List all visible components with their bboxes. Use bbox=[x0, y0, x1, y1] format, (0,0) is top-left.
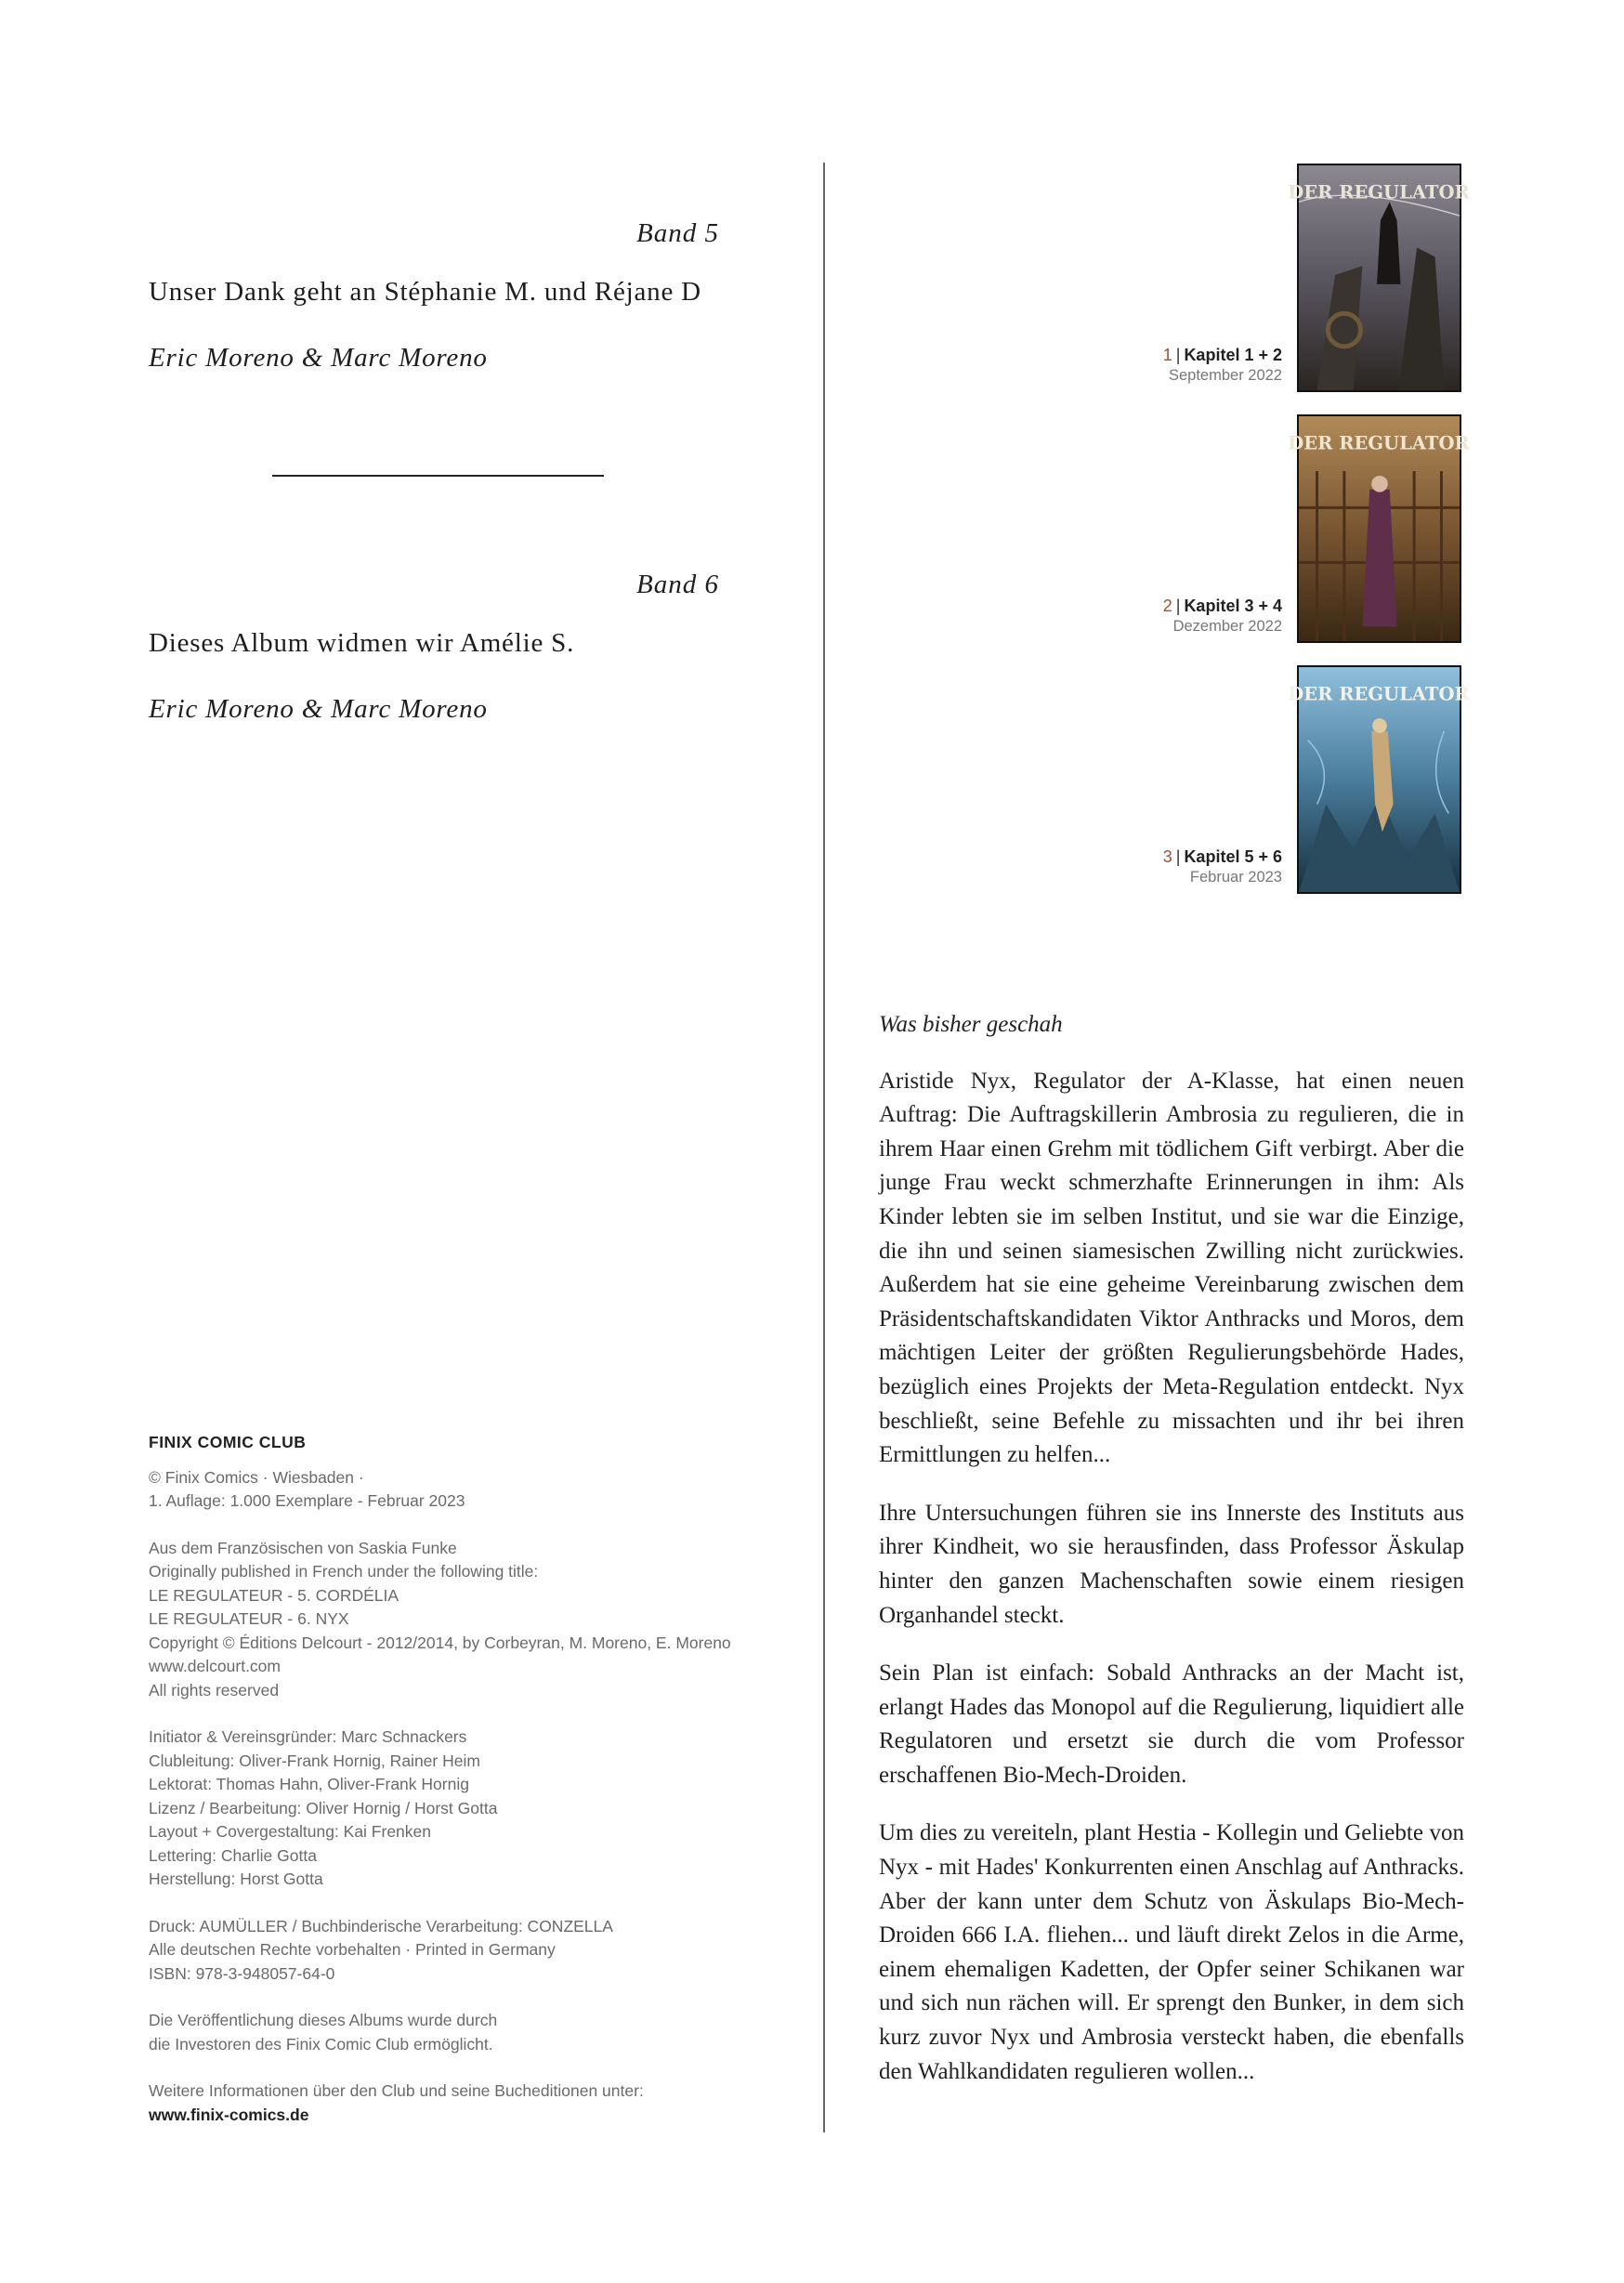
volume-1-cover[interactable] bbox=[1288, 164, 1470, 392]
imprint-line: 1. Auflage: 1.000 Exemplare - Februar 2023 bbox=[149, 1491, 465, 1510]
imprint-line: All rights reserved bbox=[149, 1680, 280, 1699]
imprint-line: Initiator & Vereinsgründer: Marc Schnackers bbox=[149, 1727, 467, 1746]
imprint-line: www.delcourt.com bbox=[149, 1657, 281, 1675]
story-paragraph: Um dies zu vereiteln, plant Hestia - Kollegin und Geliebte von Nyx - mit Hades' Konkurrenten einen Anschlag auf Anthracks. Aber der kann unter dem Schutz von Äskulaps Bio-Mech-Droiden 666 I.A. fliehen... und läuft direkt Zelos in die Arme, einem ehemaligen Kadetten, der Opfer seiner Schikanen war und sich nun rächen will. Er sprengt den Bunker, in dem sich kurz zuvor Nyx und Ambrosia versteckt haben, die ebenfalls den Wahlkandidaten regulieren wollen... bbox=[879, 1820, 1464, 2084]
story-paragraph: Ihre Untersuchungen führen sie ins Innerste des Instituts aus ihrer Kindheit, wo sie herausfinden, dass Professor Äskulap hinter den ganzen Machenschaften sowie einem riesigen Organhandel steckt. bbox=[879, 1500, 1464, 1628]
volume-number: 1 bbox=[1162, 346, 1172, 364]
imprint-line: Copyright © Éditions Delcourt - 2012/2014, by Corbeyran, M. Moreno, E. Moreno bbox=[149, 1633, 731, 1652]
imprint-line: Lettering: Charlie Gotta bbox=[149, 1845, 317, 1865]
cover-title: DER REGULATOR bbox=[1288, 683, 1470, 705]
imprint-line: Layout + Covergestaltung: Kai Frenken bbox=[149, 1822, 432, 1841]
imprint-line: Clubleitung: Oliver-Frank Hornig, Rainer Heim bbox=[149, 1751, 480, 1770]
cover-art bbox=[1288, 416, 1470, 641]
imprint-line: Lektorat: Thomas Hahn, Oliver-Frank Hornig bbox=[149, 1775, 469, 1793]
band6-label: Band 6 bbox=[636, 570, 719, 599]
volume-date: Februar 2023 bbox=[1189, 869, 1282, 886]
imprint-line: Die Veröffentlichung dieses Albums wurde durch bbox=[149, 2011, 498, 2029]
volume-chapters: Kapitel 3 + 4 bbox=[1184, 597, 1282, 615]
imprint-block-4 bbox=[149, 1915, 799, 1987]
imprint-line: Aus dem Französischen von Saskia Funke bbox=[149, 1538, 457, 1557]
imprint-block-3 bbox=[149, 1725, 799, 1892]
imprint-line: die Investoren des Finix Comic Club ermöglicht. bbox=[149, 2034, 493, 2053]
imprint-line: Herstellung: Horst Gotta bbox=[149, 1870, 323, 1888]
imprint-club: FINIX COMIC CLUB bbox=[149, 1433, 307, 1451]
cover-title: DER REGULATOR bbox=[1288, 432, 1470, 454]
cover-title: DER REGULATOR bbox=[1288, 181, 1470, 203]
band6-authors: Eric Moreno & Marc Moreno bbox=[149, 694, 488, 724]
volume-number: 3 bbox=[1162, 847, 1172, 866]
story-paragraph: Aristide Nyx, Regulator der A-Klasse, hat einen neuen Auftrag: Die Auftragskillerin Ambrosia zu regulieren, die in ihrem Haar einen Grehm mit tödlichem Gift verbirgt. Aber die junge Frau weckt schmerzhafte Erinnerungen in ihm: Als Kinder lebten sie im selben Institut, und sie war die Einzige, die ihn und seinen siamesischen Zwilling nicht zurückwies. Außerdem hat sie eine geheime Vereinbarung zwischen dem Präsidentschaftskandidaten Viktor Anthracks und Moros, dem mächtigen Leiter der größten Regulierungsbehörde Hades, bezüglich eines Projekts der Meta-Regulation entdeckt. Nyx beschließt, seine Befehle zu missachten und ihr bei ihren Ermittlungen zu helfen... bbox=[879, 1068, 1464, 1468]
volume-3-meta: 3 | Kapitel 5 + 6 Februar 2023 bbox=[1162, 847, 1282, 886]
imprint-more-info: Weitere Informationen über den Club und seine Bucheditionen unter: bbox=[149, 2081, 644, 2100]
column-divider bbox=[823, 163, 825, 2132]
imprint-line: LE REGULATEUR - 6. NYX bbox=[149, 1609, 349, 1628]
volume-date: Dezember 2022 bbox=[1172, 618, 1282, 635]
imprint-block-6 bbox=[149, 2080, 799, 2127]
volume-chapters: Kapitel 5 + 6 bbox=[1184, 847, 1282, 866]
imprint-block-1 bbox=[149, 1466, 799, 1514]
section-divider bbox=[272, 475, 604, 477]
imprint-line: Druck: AUMÜLLER / Buchbinderische Verarbeitung: CONZELLA bbox=[149, 1916, 613, 1935]
story-heading: Was bisher geschah bbox=[879, 1012, 1063, 1037]
volume-3-cover[interactable] bbox=[1288, 665, 1470, 894]
imprint-line: Originally published in French under the following title: bbox=[149, 1562, 539, 1581]
imprint-line: Alle deutschen Rechte vorbehalten · Printed in Germany bbox=[149, 1940, 556, 1959]
volume-2-meta: 2 | Kapitel 3 + 4 Dezember 2022 bbox=[1162, 597, 1282, 635]
imprint bbox=[149, 1431, 799, 2127]
band5-label: Band 5 bbox=[636, 218, 719, 248]
volume-number: 2 bbox=[1162, 597, 1172, 615]
imprint-block-5 bbox=[149, 2009, 799, 2056]
cover-art bbox=[1288, 667, 1470, 892]
imprint-line: ISBN: 978-3-948057-64-0 bbox=[149, 1963, 335, 1983]
imprint-url[interactable]: www.finix-comics.de bbox=[149, 2105, 309, 2124]
band5-authors: Eric Moreno & Marc Moreno bbox=[149, 343, 488, 373]
volume-2-cover[interactable] bbox=[1288, 414, 1470, 643]
band5-dedication: Unser Dank geht an Stéphanie M. und Réjane D bbox=[149, 277, 701, 307]
story-paragraph: Sein Plan ist einfach: Sobald Anthracks an der Macht ist, erlangt Hades das Monopol auf die Regulierung, liquidiert alle Regulatoren und ersetzt sie durch die vom Professor erschaffenen Bio-Mech-Droiden. bbox=[879, 1660, 1464, 1788]
band6-dedication: Dieses Album widmen wir Amélie S. bbox=[149, 628, 575, 658]
volume-1-meta: 1 | Kapitel 1 + 2 September 2022 bbox=[1162, 346, 1282, 384]
imprint-block-2 bbox=[149, 1537, 799, 1703]
imprint-line: LE REGULATEUR - 5. CORDÉLIA bbox=[149, 1585, 399, 1605]
volume-chapters: Kapitel 1 + 2 bbox=[1184, 346, 1282, 364]
imprint-line: Lizenz / Bearbeitung: Oliver Hornig / Horst Gotta bbox=[149, 1798, 498, 1817]
story-summary bbox=[879, 1008, 1464, 2113]
imprint-line: © Finix Comics · Wiesbaden · bbox=[149, 1467, 364, 1487]
cover-art bbox=[1288, 165, 1470, 390]
volume-date: September 2022 bbox=[1168, 367, 1282, 384]
